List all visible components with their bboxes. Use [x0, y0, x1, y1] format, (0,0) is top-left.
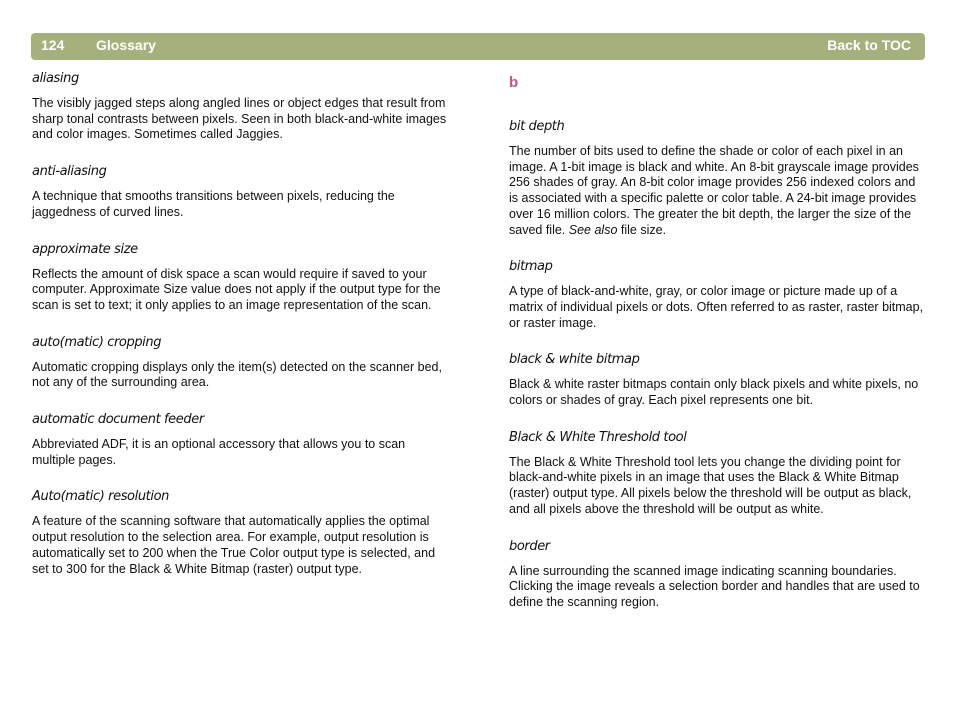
- glossary-entry: [509, 538, 924, 611]
- glossary-definition: Abbreviated ADF, it is an optional accessory that allows you to scan multiple pages.: [32, 437, 406, 467]
- glossary-definition: A type of black-and-white, gray, or color image or picture made up of a matrix of individual pixels or dots. Often referred to as raster, raster bitmap, or raster image.: [509, 284, 924, 330]
- glossary-entry: [32, 334, 447, 391]
- glossary-entry: [32, 411, 447, 468]
- glossary-entry: [32, 163, 447, 220]
- glossary-entry: [32, 70, 447, 143]
- glossary-definition: The visibly jagged steps along angled lines or object edges that result from sharp tonal contrasts between pixels. Seen in both black-and-white images and color images. Sometimes called Jaggies.: [32, 96, 447, 142]
- glossary-term: border: [509, 538, 550, 554]
- glossary-term: automatic document feeder: [32, 412, 204, 428]
- glossary-definition: Automatic cropping displays only the item(s) detected on the scanner bed, not any of the surrounding area.: [32, 359, 442, 390]
- glossary-definition: The Black & White Threshold tool lets you change the dividing point for black-and-white pixels in an image that uses the Black & White Bitmap (raster) output type. All pixels below the threshold will be output as black, and all pixels above the threshold will be output as white.: [509, 454, 912, 516]
- left-column: [32, 70, 447, 597]
- glossary-definition: A technique that smooths transitions between pixels, reducing the jaggedness of curved lines.: [32, 189, 395, 219]
- glossary-entry: [509, 118, 924, 238]
- section-title: Glossary: [96, 37, 156, 53]
- glossary-term: bit depth: [509, 119, 565, 134]
- see-also-link[interactable]: file size.: [620, 222, 667, 237]
- glossary-definition: A line surrounding the scanned image indicating scanning boundaries. Clicking the image reveals a selection border and handles that are used to define the scanning region.: [509, 563, 920, 609]
- glossary-entry: [509, 429, 924, 518]
- section-letter: b: [509, 74, 519, 91]
- glossary-term: black & white bitmap: [509, 352, 640, 368]
- glossary-definition: Black & white raster bitmaps contain only black pixels and white pixels, no colors or shades of gray. Each pixel represents one bit.: [509, 377, 919, 408]
- glossary-term: bitmap: [509, 259, 553, 275]
- glossary-entry: [32, 241, 447, 314]
- glossary-definition: [509, 144, 924, 238]
- glossary-term: anti-aliasing: [32, 164, 107, 180]
- glossary-entry: [509, 351, 924, 408]
- page-header: [31, 33, 925, 60]
- back-to-toc-link[interactable]: Back to TOC: [827, 37, 911, 53]
- definition-text: The number of bits used to define the shade or color of each pixel in an image. A 1-bit image is black and white. An 8-bit grayscale image provides 256 shades of gray. An 8-bit color image provides 256 indexed colors and is associated with a specific palette or color table. A 24-bit image provides over 16 million colors. The greater the bit depth, the larger the size of the saved file.: [509, 144, 919, 237]
- right-column: [509, 70, 924, 631]
- glossary-entry: [509, 258, 924, 331]
- glossary-definition: Reflects the amount of disk space a scan would require if saved to your computer. Approximate Size value does not apply if the output type for the scan is set to text; it only applies to an image representation of the scan.: [32, 266, 441, 312]
- glossary-term: approximate size: [32, 241, 138, 257]
- glossary-term: Auto(matic) resolution: [32, 489, 169, 505]
- glossary-definition: A feature of the scanning software that automatically applies the optimal output resolution to the selection area. For example, output resolution is automatically set to 200 when the True Color output type is selected, and set to 300 for the Black & White Bitmap (raster) output type.: [32, 514, 436, 576]
- see-also-label: See also: [568, 222, 618, 237]
- page-number: 124: [41, 37, 65, 53]
- glossary-term: auto(matic) cropping: [32, 334, 162, 350]
- glossary-term: aliasing: [32, 71, 79, 86]
- glossary-term: Black & White Threshold tool: [509, 429, 687, 445]
- glossary-entry: [32, 488, 447, 577]
